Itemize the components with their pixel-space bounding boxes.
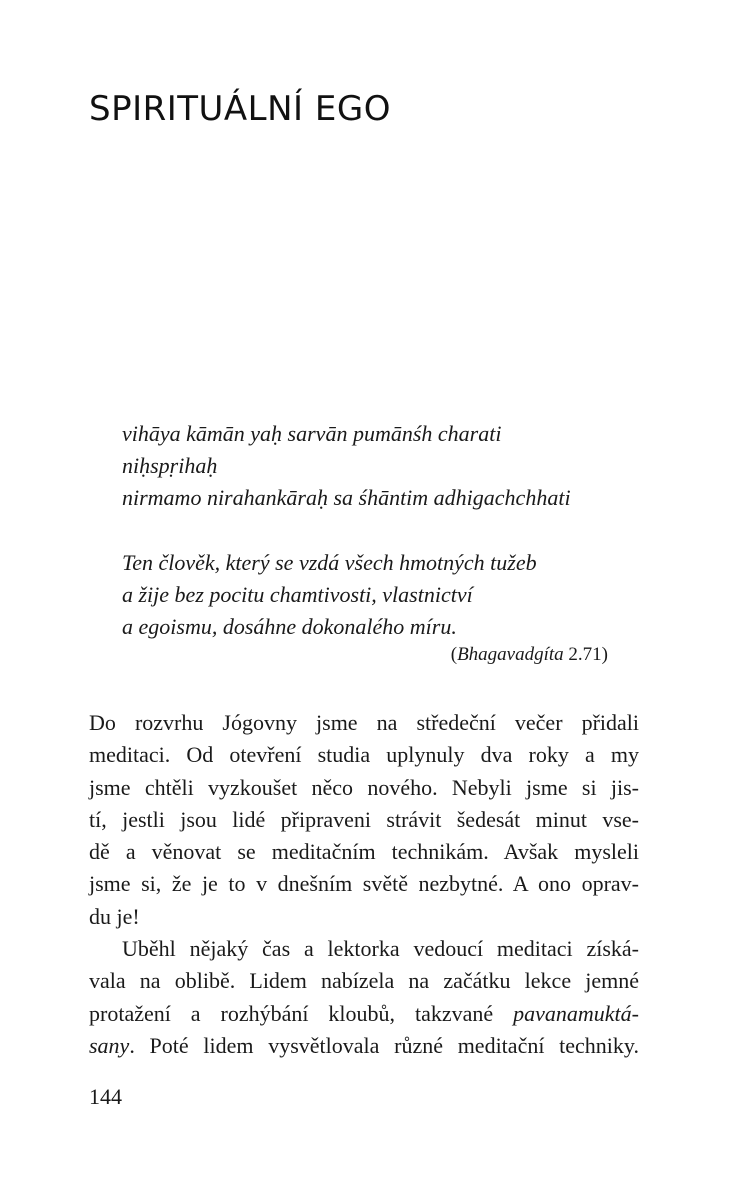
citation-open: ( bbox=[450, 644, 458, 665]
paragraph-1-line-5: dě a věnovat se meditačním technikám. Avšak mysleli bbox=[89, 839, 639, 865]
sanskrit-line-3: nirmamo nirahankāraḥ sa śhāntim adhigachchhati bbox=[122, 485, 571, 510]
paragraph-1-line-2: meditaci. Od otevření studia uplynuly dva roky a my bbox=[89, 742, 639, 768]
sanskrit-line-2: niḥspṛihaḥ bbox=[122, 453, 218, 478]
paragraph-1-line-4: tí, jestli jsou lidé připraveni strávit šedesát minut vse- bbox=[89, 806, 639, 832]
epigraph bbox=[122, 418, 608, 669]
translation-line-2: a žije bez pocitu chamtivosti, vlastnictví bbox=[122, 582, 473, 607]
paragraph-1-line-3: jsme chtěli vyzkoušet něco nového. Nebyli jsme si jis- bbox=[89, 774, 639, 800]
paragraph-2-line-3-text: protažení a rozhýbání kloubů, takzvané bbox=[89, 1000, 514, 1026]
citation-work: Bhagavadgíta bbox=[457, 644, 564, 665]
paragraph-1-line-6: jsme si, že je to v dnešním světě nezbytné. A ono oprav- bbox=[89, 871, 639, 897]
paragraph-2-line-4-text: . Poté lidem vysvětlovala různé meditační techniky. bbox=[129, 1032, 639, 1058]
translation-line-3: a egoismu, dosáhne dokonalého míru. bbox=[122, 614, 457, 639]
page-number: 144 bbox=[89, 1084, 122, 1109]
paragraph-1-line-1: Do rozvrhu Jógovny jsme na středeční večer přidali bbox=[89, 710, 639, 735]
citation bbox=[122, 641, 608, 669]
paragraph-2-line-4 bbox=[89, 1030, 639, 1062]
paragraph-2-line-4-italic: sany bbox=[89, 1032, 130, 1058]
paragraph-1-line-7: du je! bbox=[89, 903, 140, 929]
translation-line-1: Ten člověk, který se vzdá všech hmotných tužeb bbox=[122, 550, 537, 575]
citation-ref: 2.71) bbox=[563, 644, 608, 665]
body-text bbox=[89, 707, 639, 1062]
sanskrit-line-1: vihāya kāmān yaḥ sarvān pumānśh charati bbox=[122, 421, 502, 446]
paragraph-2-line-3 bbox=[89, 998, 639, 1030]
paragraph-2-line-1: Uběhl nějaký čas a lektorka vedoucí meditaci získá- bbox=[122, 936, 639, 962]
paragraph-2-line-2: vala na oblibě. Lidem nabízela na začátku lekce jemné bbox=[89, 968, 639, 994]
chapter-title: SPIRITUÁLNÍ EGO bbox=[89, 89, 391, 129]
paragraph-2-line-3-italic: pavanamuktá- bbox=[513, 1000, 639, 1026]
stanza-gap bbox=[122, 514, 608, 547]
